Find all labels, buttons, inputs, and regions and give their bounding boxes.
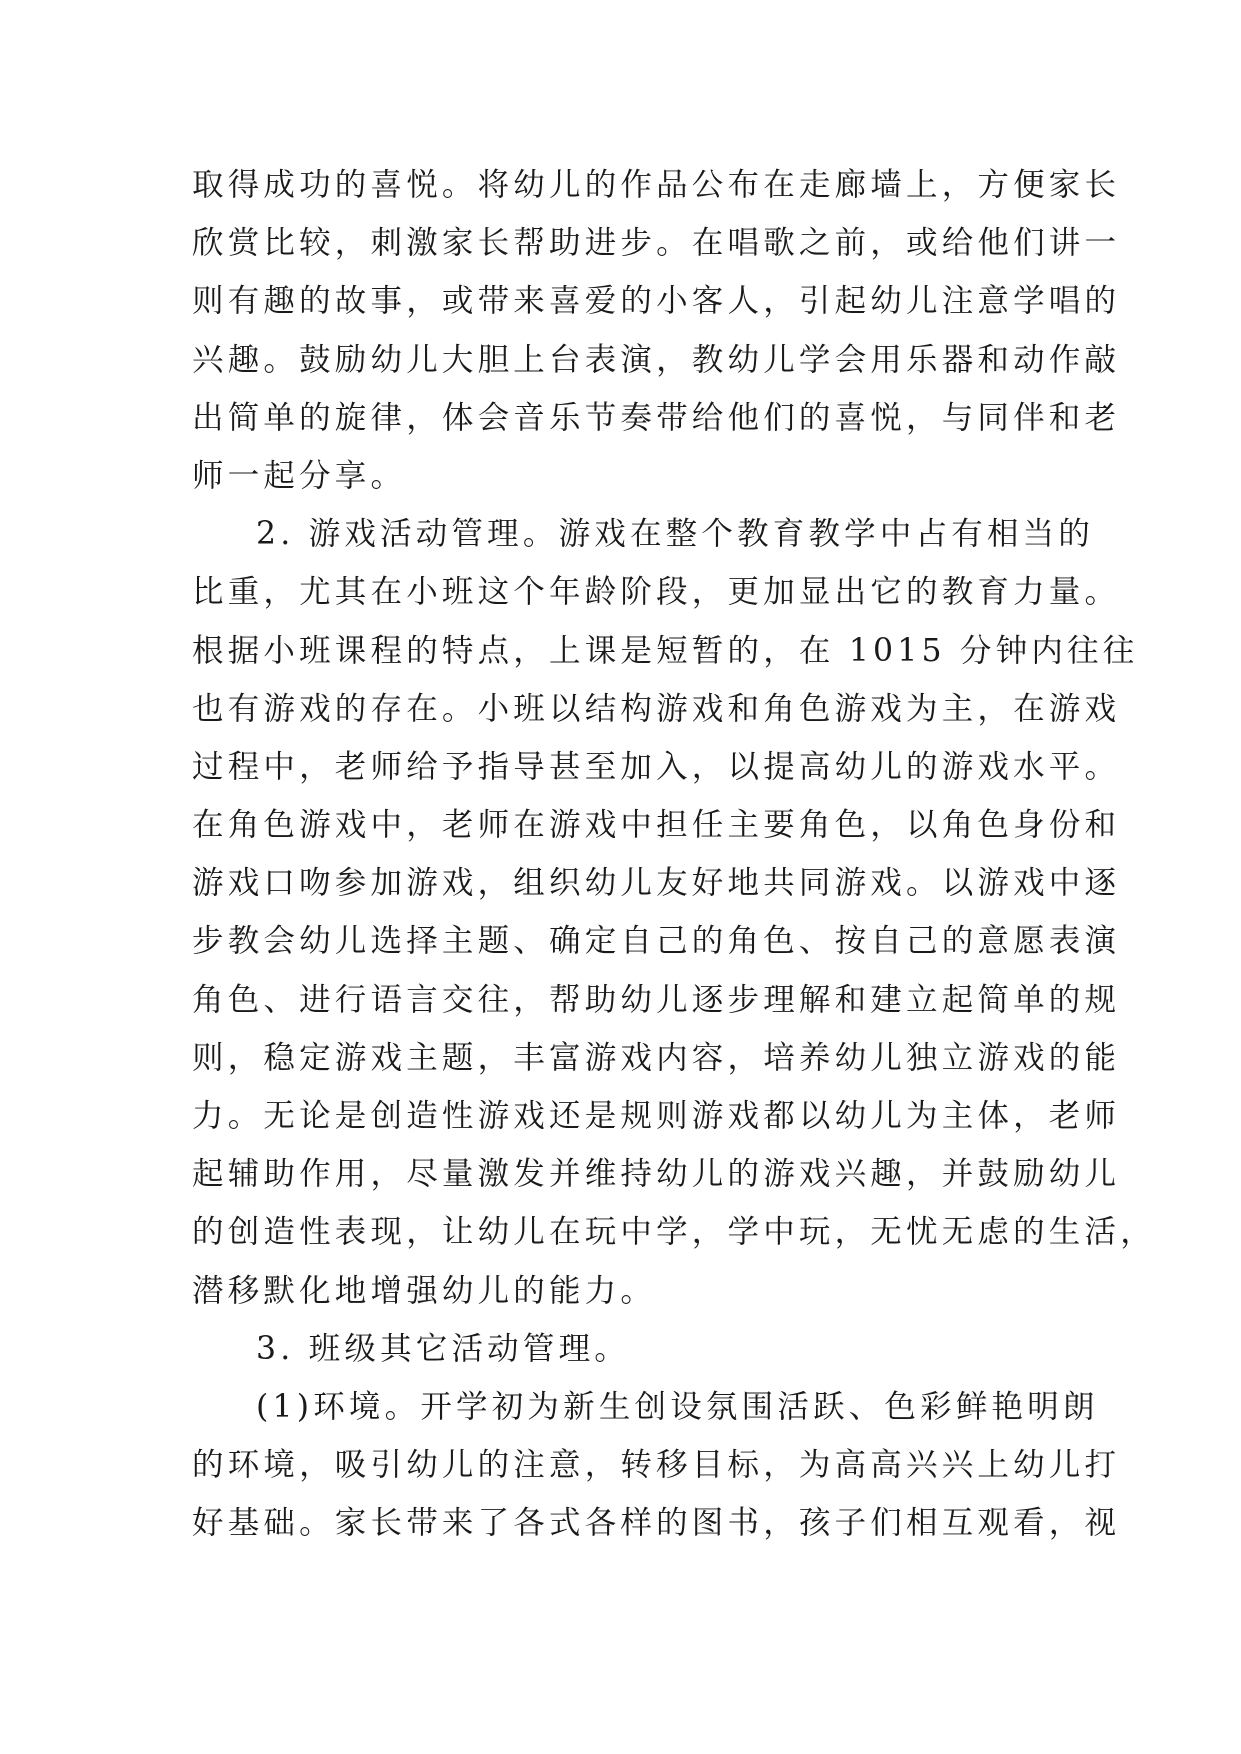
text-line: 的环境，吸引幼儿的注意，转移目标，为高高兴兴上幼儿打 (192, 1447, 1121, 1484)
section-heading-line: 2. 游戏活动管理。游戏在整个教育教学中占有相当的 (256, 516, 1095, 553)
subsection-heading-line: (1)环境。开学初为新生创设氛围活跃、色彩鲜艳明朗 (256, 1388, 1099, 1425)
text-line: 根据小班课程的特点，上课是短暂的，在 1015 分钟内往往 (192, 632, 1139, 669)
text-line: 则，稳定游戏主题，丰富游戏内容，培养幼儿独立游戏的能 (192, 1039, 1121, 1076)
text-line: 潜移默化地增强幼儿的能力。 (192, 1272, 657, 1309)
text-line: 在角色游戏中，老师在游戏中担任主要角色，以角色身份和 (192, 807, 1121, 844)
text-line: 比重，尤其在小班这个年龄阶段，更加显出它的教育力量。 (192, 574, 1121, 611)
body-text (192, 156, 1156, 1553)
text-line: 兴趣。鼓励幼儿大胆上台表演，教幼儿学会用乐器和动作敲 (192, 341, 1121, 378)
text-line: 力。无论是创造性游戏还是规则游戏都以幼儿为主体，老师 (192, 1098, 1121, 1134)
text-line: 出简单的旋律，体会音乐节奏带给他们的喜悦，与同伴和老 (192, 399, 1121, 436)
text-line: 的创造性表现，让幼儿在玩中学，学中玩，无忧无虑的生活， (192, 1214, 1156, 1251)
text-line: 游戏口吻参加游戏，组织幼儿友好地共同游戏。以游戏中逐 (192, 865, 1121, 902)
text-line: 欣赏比较，刺激家长帮助进步。在唱歌之前，或给他们讲一 (192, 225, 1121, 262)
text-line: 好基础。家长带来了各式各样的图书，孩子们相互观看，视 (192, 1505, 1121, 1542)
text-line: 角色、进行语言交往，帮助幼儿逐步理解和建立起简单的规 (192, 981, 1121, 1018)
text-line: 师一起分享。 (192, 457, 407, 494)
text-line: 步教会幼儿选择主题、确定自己的角色、按自己的意愿表演 (192, 923, 1121, 960)
text-line: 起辅助作用，尽量激发并维持幼儿的游戏兴趣，并鼓励幼儿 (192, 1156, 1121, 1193)
text-line: 取得成功的喜悦。将幼儿的作品公布在走廊墙上，方便家长 (192, 167, 1121, 203)
text-line: 则有趣的故事，或带来喜爱的小客人，引起幼儿注意学唱的 (192, 283, 1121, 320)
text-line: 过程中，老师给予指导甚至加入，以提高幼儿的游戏水平。 (192, 748, 1121, 785)
section-heading-line: 3. 班级其它活动管理。 (256, 1330, 630, 1367)
text-line: 也有游戏的存在。小班以结构游戏和角色游戏为主，在游戏 (192, 690, 1121, 727)
